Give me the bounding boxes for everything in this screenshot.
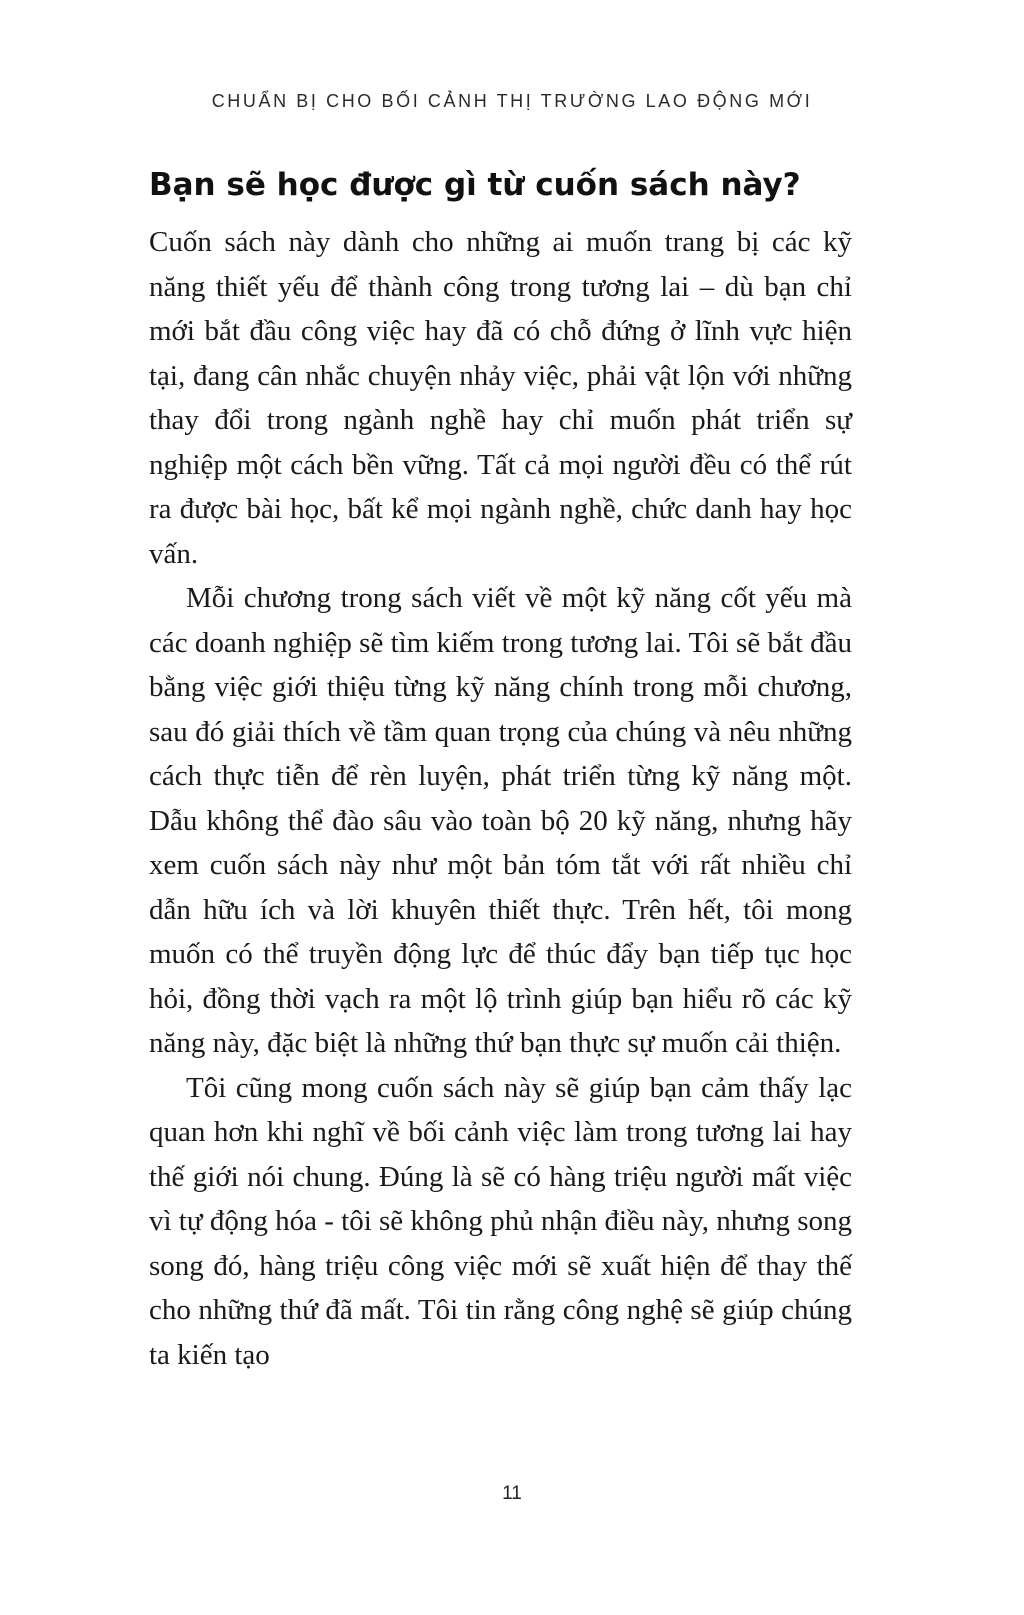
page-number: 11: [502, 1483, 522, 1504]
running-head: CHUẨN BỊ CHO BỐI CẢNH THỊ TRƯỜNG LAO ĐỘNG MỚI: [211, 91, 813, 111]
page-body: [149, 160, 852, 1377]
paragraph-2: Mỗi chương trong sách viết về một kỹ năng cốt yếu mà các doanh nghiệp sẽ tìm kiếm trong tương lai. Tôi sẽ bắt đầu bằng việc giới thiệu từng kỹ năng chính trong mỗi chương, sau đó giải thích về tầm quan trọng của chúng và nêu những cách thực tiễn để rèn luyện, phát triển từng kỹ năng một. Dẫu không thể đào sâu vào toàn bộ 20 kỹ năng, nhưng hãy xem cuốn sách này như một bản tóm tắt với rất nhiều chỉ dẫn hữu ích và lời khuyên thiết thực. Trên hết, tôi mong muốn có thể truyền động lực để thúc đẩy bạn tiếp tục học hỏi, đồng thời vạch ra một lộ trình giúp bạn hiểu rõ các kỹ năng này, đặc biệt là những thứ bạn thực sự muốn cải thiện.: [149, 582, 852, 1059]
section-heading: Bạn sẽ học được gì từ cuốn sách này?: [149, 167, 801, 203]
paragraph-1: Cuốn sách này dành cho những ai muốn trang bị các kỹ năng thiết yếu để thành công trong tương lai – dù bạn chỉ mới bắt đầu công việc hay đã có chỗ đứng ở lĩnh vực hiện tại, đang cân nhắc chuyện nhảy việc, phải vật lộn với những thay đổi trong ngành nghề hay chỉ muốn phát triển sự nghiệp một cách bền vững. Tất cả mọi người đều có thể rút ra được bài học, bất kể mọi ngành nghề, chức danh hay học vấn.: [149, 226, 852, 570]
paragraph-3: Tôi cũng mong cuốn sách này sẽ giúp bạn cảm thấy lạc quan hơn khi nghĩ về bối cảnh việc làm trong tương lai hay thế giới nói chung. Đúng là sẽ có hàng triệu người mất việc vì tự động hóa - tôi sẽ không phủ nhận điều này, nhưng song song đó, hàng triệu công việc mới sẽ xuất hiện để thay thế cho những thứ đã mất. Tôi tin rằng công nghệ sẽ giúp chúng ta kiến tạo: [149, 1071, 852, 1371]
